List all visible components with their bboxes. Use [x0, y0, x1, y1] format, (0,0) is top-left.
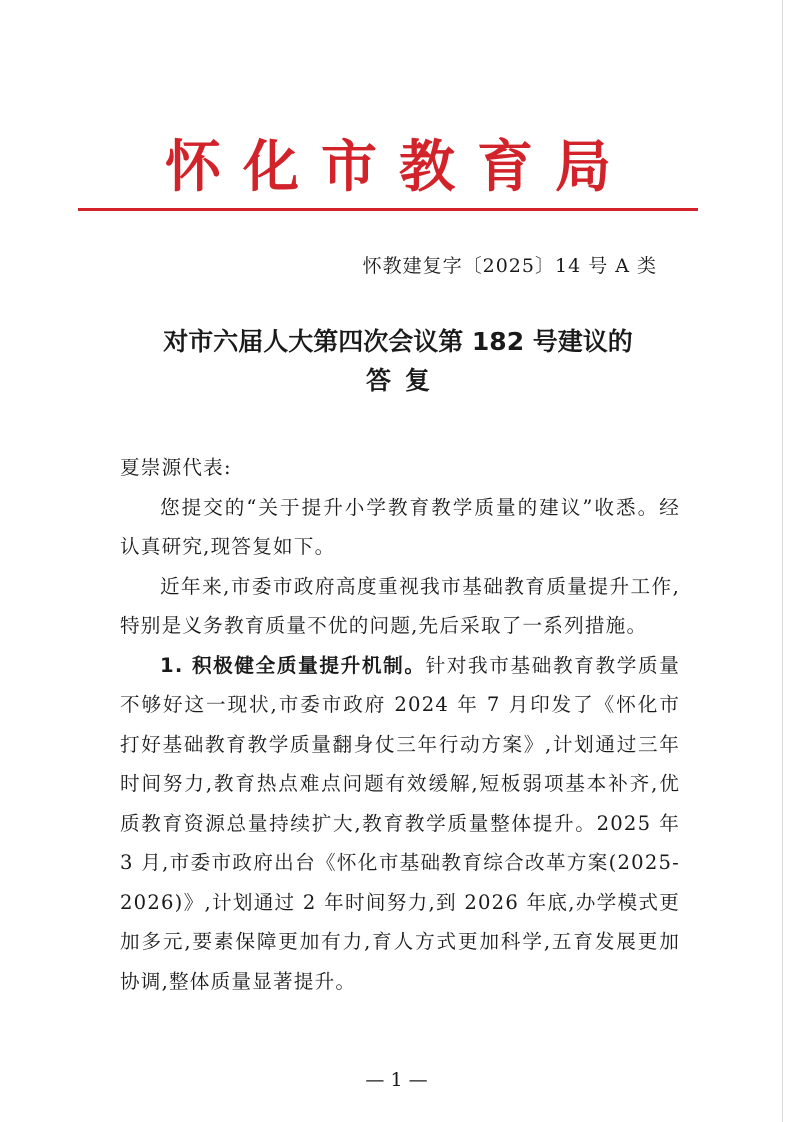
item-1-text: 针对我市基础教育教学质量不够好这一现状,市委市政府 2024 年 7 月印发了《怀化市打好基础教育教学质量翻身仗三年行动方案》,计划通过三年时间努力,教育热点难点问题有效缓解,短板弱项基本补齐,优质教育资源总量持续扩大,教育教学质量整体提升。2025 年 3 月,市委市政府出台《怀化市基础教育综合改革方案(2025-2026)》,计划通过 2 年时间努力,到 2026 年底,办学模式更加多元,要素保障更加有力,育人方式更加科学,五育发展更加协调,整体质量显著提升。	[120, 653, 680, 993]
document-number: 怀教建复字〔2025〕14 号 A 类	[362, 255, 657, 277]
document-title	[78, 322, 718, 400]
page-number: — 1 —	[365, 1069, 428, 1091]
document-title-line2: 答复	[365, 366, 444, 395]
letterhead	[78, 132, 698, 202]
paragraph-item-1	[120, 646, 680, 1002]
document-body	[120, 448, 680, 1001]
item-1-heading: 1. 积极健全质量提升机制。	[160, 653, 426, 677]
paragraph-acknowledgement: 您提交的“关于提升小学教育教学质量的建议”收悉。经认真研究,现答复如下。	[120, 495, 680, 558]
document-title-line1: 对市六届人大第四次会议第 182 号建议的	[163, 327, 633, 356]
salutation: 夏崇源代表:	[120, 456, 232, 479]
letterhead-org-name: 怀化市教育局	[165, 134, 633, 200]
paragraph-background: 近年来,市委市政府高度重视我市基础教育质量提升工作,特别是义务教育质量不优的问题,先后采取了一系列措施。	[120, 574, 680, 637]
letterhead-red-rule	[78, 208, 698, 211]
scan-edge-line	[782, 0, 783, 1122]
